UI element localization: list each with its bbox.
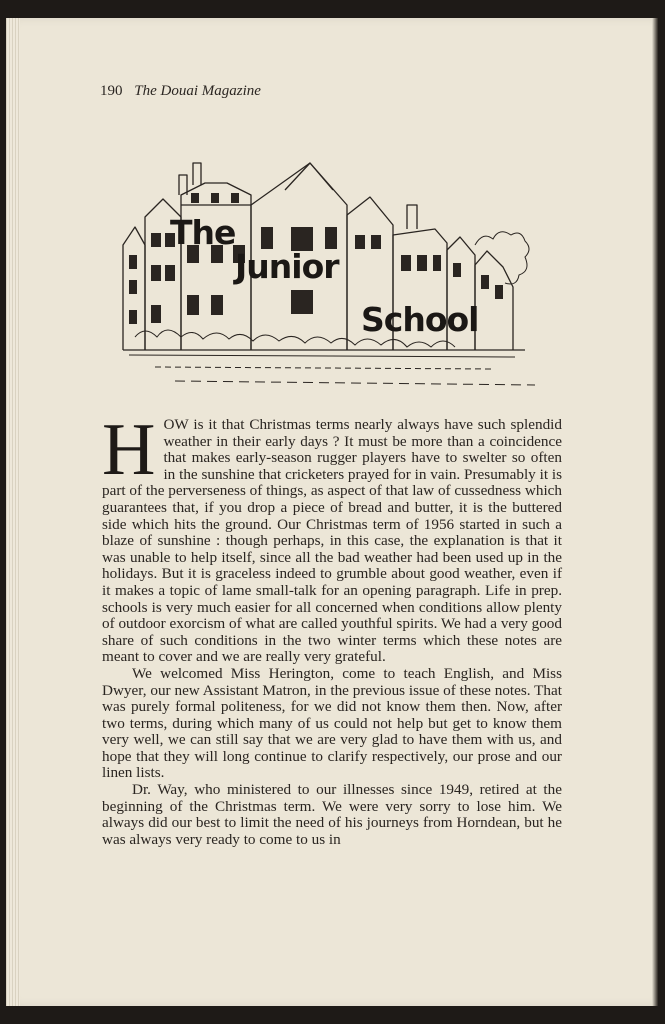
- binding-shadow: [652, 18, 658, 1006]
- paragraph-1: [102, 409, 562, 666]
- drop-cap: H: [102, 409, 156, 491]
- magazine-title: The Douai Magazine: [134, 83, 261, 99]
- junior-school-illustration: [115, 155, 540, 395]
- page-stack-edge: [6, 18, 20, 1006]
- illustration-title-school: School: [361, 300, 479, 339]
- illustration-title-junior: Junior: [235, 247, 339, 286]
- paragraph-3: Dr. Way, who ministered to our illnesses since 1949, retired at the beginning of the Christmas term. We were very sorry to lose him. We always did our best to limit the need of his journeys from Horndean, but he was always very ready to come to us in: [102, 781, 562, 848]
- article-body: [102, 409, 562, 848]
- paragraph-1-text: OW is it that Christmas terms nearly always have such splendid weather in their early days ? It must be more than a coincidence that makes early-season rugger players have to swelter so often in the sunshine that cricketers prayed for in vain. Presumably it is part of the perverseness of things, as aspect of that law of cussedness which guarantees that, if you drop a piece of bread and butter, it is the buttered side which hits the ground. Our Christmas term of 1956 started in such a blaze of sunshine : though perhaps, in this case, the explanation is that it was unable to help itself, since all the bad weather had been used up in the holidays. But it is graceless indeed to grumble about good weather, even if it makes a topic of lame small-talk for an opening paragraph. Life in prep. schools is very much easier for all concerned when conditions allow plenty of outdoor exorcism of what are called youthful spirits. We had a very good share of such conditions in the two winter terms which these notes are meant to cover and we are really very grateful.: [102, 416, 562, 666]
- paragraph-2: We welcomed Miss Herington, come to teach English, and Miss Dwyer, our new Assistant Matron, in the previous issue of these notes. That was purely formal politeness, for we did not know them then. Now, after two terms, during which many of us could not help but get to know them very well, we can still say that we are very glad to have them with us, and hope that they will long continue to clarify respectively, our prose and our linen lists.: [102, 664, 562, 782]
- page-number: 190: [100, 83, 123, 99]
- illustration-title-the: The: [170, 213, 236, 252]
- running-header: [100, 83, 261, 100]
